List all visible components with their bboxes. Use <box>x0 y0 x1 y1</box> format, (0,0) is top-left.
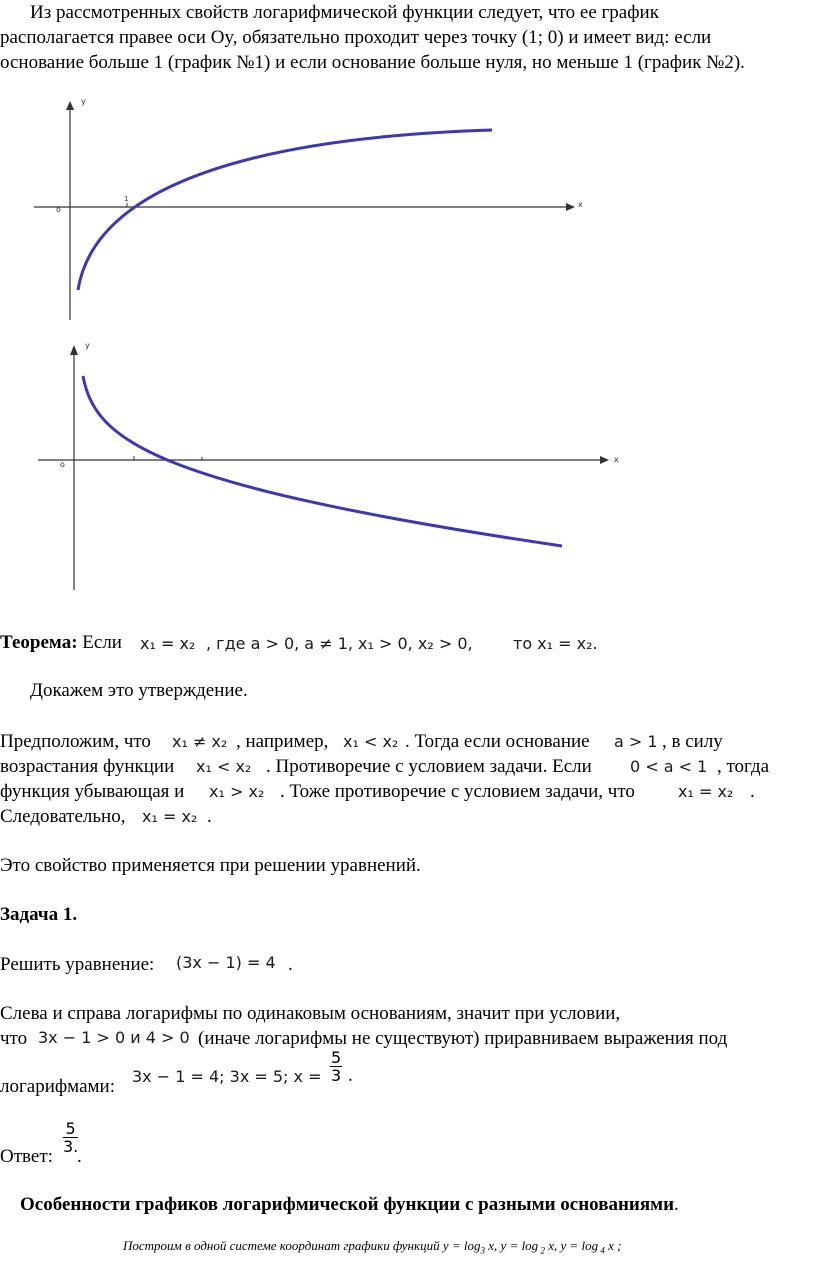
graph-increasing-log <box>0 90 816 325</box>
proof-l2-a: возрастания функции <box>0 756 175 777</box>
proof-l1-a: Предположим, что <box>0 731 151 752</box>
intro-line-1: Из рассмотренных свойств логарифмической функции следует, что ее график <box>30 2 659 23</box>
graph1-x-label: x <box>578 200 583 209</box>
answer-end: . <box>77 1146 82 1167</box>
intro-line-3: основание больше 1 (график №1) и если основание больше нуля, но меньше 1 (график №2). <box>0 52 745 73</box>
fraction-numerator: 5 <box>331 1048 342 1067</box>
caption-part-b: x, y = log <box>485 1238 539 1253</box>
graph1-x-arrow <box>566 203 575 211</box>
answer-label: Ответ: <box>0 1146 53 1167</box>
proof-l3-b: . Тоже противоречие с условием задачи, что <box>280 781 635 802</box>
proof-l4-a: Следовательно, <box>0 806 126 827</box>
solution-steps: 3x − 1 = 4; 3x = 5; x = <box>132 1067 322 1086</box>
task-title: Задача 1. <box>0 904 78 925</box>
proof-f4: x₁ < x₂ <box>196 757 252 776</box>
proof-l1-b: , например, <box>236 731 329 752</box>
task-equation-end: . <box>288 954 293 975</box>
proof-intro: Докажем это утверждение. <box>30 680 248 701</box>
proof-f8: x₁ = x₂ <box>142 807 198 826</box>
answer-fraction <box>63 1120 78 1155</box>
solution-line-3-end: . <box>348 1065 353 1086</box>
graph1-y-label: y <box>81 97 86 106</box>
solution-condition: 3x − 1 > 0 и 4 > 0 <box>38 1028 190 1047</box>
fraction-denominator: 3 <box>331 1066 342 1085</box>
proof-l4-b: . <box>207 806 212 827</box>
graph2-y-label: y <box>85 341 90 350</box>
task-solve-label: Решить уравнение: <box>0 954 155 975</box>
application-note: Это свойство применяется при решении уравнений. <box>0 855 421 876</box>
solution-line-2-b: (иначе логарифмы не существуют) приравниваем выражения под <box>198 1028 728 1049</box>
theorem-conclusion: то x₁ = x₂. <box>513 634 598 653</box>
graph1-tick-label: 1 <box>124 195 129 203</box>
section-title-text: Особенности графиков логарифмической функции с разными основаниями <box>20 1194 675 1215</box>
section-title <box>20 1194 679 1216</box>
caption-part-a: Построим в одной системе координат графики функций y = log <box>123 1238 481 1253</box>
graph1-curve <box>78 130 492 290</box>
caption-sub-3: 4 <box>598 1245 605 1256</box>
proof-f7: x₁ = x₂ <box>678 782 734 801</box>
answer-denominator: 3. <box>63 1137 79 1156</box>
graph2-x-arrow <box>600 456 609 464</box>
theorem-line <box>0 632 122 654</box>
proof-l2-c: , тогда <box>717 756 769 777</box>
intro-line-2: располагается правее оси Oy, обязательно проходит через точку (1; 0) и имеет вид: если <box>0 27 712 48</box>
section-title-end: . <box>674 1194 679 1215</box>
answer-numerator: 5 <box>63 1120 78 1138</box>
solution-line-2-a: что <box>0 1028 28 1049</box>
task-equation: (3x − 1) = 4 <box>176 953 276 972</box>
graph2-x-label: x <box>614 455 619 464</box>
graph2-origin-label: o <box>60 460 65 469</box>
theorem-label: Теорема: <box>0 632 78 653</box>
solution-line-1: Слева и справа логарифмы по одинаковым основаниям, значит при условии, <box>0 1003 621 1024</box>
proof-f1: x₁ ≠ x₂ <box>172 732 228 751</box>
theorem-condition: , где a > 0, a ≠ 1, x₁ > 0, x₂ > 0, <box>206 634 473 653</box>
proof-f3: a > 1 <box>614 732 658 751</box>
caption-sub-2: 2 <box>538 1245 545 1256</box>
proof-l2-b: . Противоречие с условием задачи. Если <box>266 756 592 777</box>
proof-l1-c: . Тогда если основание <box>405 731 590 752</box>
graph2-y-arrow <box>70 345 78 355</box>
proof-f6: x₁ > x₂ <box>209 782 265 801</box>
graph1-origin-label: o <box>56 205 61 214</box>
proof-l1-d: , в силу <box>662 731 723 752</box>
theorem-if: Если <box>82 632 122 653</box>
graph-decreasing-log <box>0 338 816 593</box>
proof-f2: x₁ < x₂ <box>343 732 399 751</box>
caption <box>123 1238 621 1256</box>
proof-l3-a: функция убывающая и <box>0 781 185 802</box>
proof-f5: 0 < a < 1 <box>630 757 708 776</box>
graph1-y-arrow <box>66 101 74 110</box>
caption-sub-1: 3 <box>480 1245 485 1256</box>
theorem-formula-eq: x₁ = x₂ <box>140 634 196 653</box>
solution-line-3-a: логарифмами: <box>0 1076 115 1097</box>
caption-part-d: x ; <box>604 1238 622 1253</box>
solution-fraction <box>330 1049 342 1084</box>
caption-part-c: x, y = log <box>544 1238 599 1253</box>
graph2-curve <box>83 376 562 546</box>
proof-l3-c: . <box>750 781 755 802</box>
